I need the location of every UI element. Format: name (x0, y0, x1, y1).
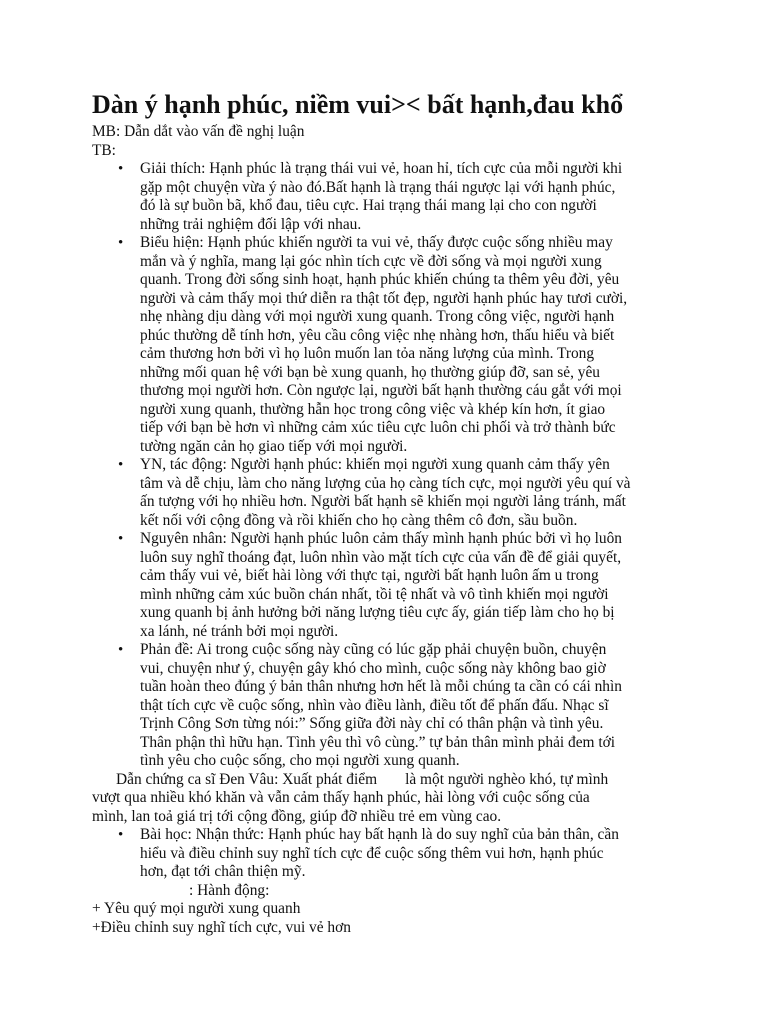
bullet-line: gặp một chuyện vừa ý nào đó.Bất hạnh là trạng thái ngược lại với hạnh phúc, (140, 178, 616, 196)
action-label: : Hành động: (189, 881, 270, 899)
bullet-line: Biểu hiện: Hạnh phúc khiến người ta vui vẻ, thấy được cuộc sống nhiều may (140, 234, 613, 251)
bullet-line: xa lánh, né tránh bởi mọi người. (140, 622, 339, 640)
bullet-line: xung quanh bị ảnh hưởng bởi năng lượng tiêu cực ấy, gián tiếp làm cho họ bị (140, 604, 615, 621)
bullet-line: tâm và dễ chịu, làm cho năng lượng của họ càng tích cực, mọi người yêu quí và (140, 474, 631, 492)
evidence-text: là một người nghèo khó, tự mình (405, 770, 609, 788)
bullet-line: người xung quanh, thường hẫn học trong công việc và khép kín hơn, ít giao (140, 400, 606, 418)
evidence-line: vượt qua nhiều khó khăn và vẫn cảm thấy hạnh phúc, hài lòng với cuộc sống của (92, 789, 590, 806)
bullet-line: mình những cảm xúc buồn chán nhất, tồi tệ nhất và vô tình khiến mọi người (140, 585, 609, 603)
bullet-line: cảm thấy vui vẻ, biết hài lòng với thực tại, người bất hạnh luôn ấm u trong (140, 567, 599, 584)
bullet-line: người và cảm thấy mọi thứ diễn ra thật tốt đẹp, người hạnh phúc hay tươi cười, (140, 289, 628, 307)
bullet-line: thật tích cực về cuộc sống, nhìn vào điều lành, điều tốt để phấn đấu. Nhạc sĩ (140, 696, 609, 714)
bullet-line: nhẹ nhàng dịu dàng với mọi người xung quanh. Trong công việc, người hạnh (140, 308, 615, 325)
main-bullet-list (92, 160, 692, 771)
action-item: +Điều chỉnh suy nghĩ tích cực, vui vẻ hơn (92, 918, 351, 936)
bullet-icon: • (118, 642, 124, 658)
bullet-line: Giải thích: Hạnh phúc là trạng thái vui vẻ, hoan hỉ, tích cực của mỗi người khi (140, 160, 623, 177)
bullet-line: tình yêu cho cuộc sống, cho mọi người xung quanh. (140, 752, 460, 769)
bullet-line: những trải nghiệm đối lập với nhau. (140, 215, 362, 233)
document-body (92, 123, 692, 937)
bullet-icon: • (118, 161, 124, 177)
bullet-icon: • (118, 235, 124, 251)
bullet-line: YN, tác động: Người hạnh phúc: khiến mọi người xung quanh cảm thấy yên (140, 456, 610, 473)
bullet-icon: • (118, 827, 124, 843)
bullet-line: đó là sự buồn bã, khổ đau, tiêu cực. Hai trạng thái mang lại cho con người (140, 197, 597, 214)
bullet-line: tiếp với bạn bè hơn vì những cảm xúc tiêu cực luôn chi phối và trở thành bức (140, 419, 616, 436)
body-label: TB: (92, 141, 116, 159)
bullet-line: phúc thường dễ tính hơn, yêu cầu công việc nhẹ nhàng hơn, thấu hiểu và biết (140, 326, 615, 344)
bullet-line: ấn tượng với họ nhiều hơn. Người bất hạnh sẽ khiến mọi người lảng tránh, mất (140, 493, 626, 510)
bullet-line: tuần hoàn theo đúng ý bản thân nhưng hơn hết là mỗi chúng ta cần có cái nhìn (140, 678, 622, 695)
bullet-line: những mối quan hệ với bạn bè xung quanh, họ thường giúp đỡ, san sẻ, yêu (140, 363, 601, 381)
bullet-explanation (92, 160, 692, 234)
bullet-lesson (92, 826, 692, 882)
bullet-counterargument (92, 641, 692, 771)
bullet-line: Bài học: Nhận thức: Hạnh phúc hay bất hạnh là do suy nghĩ của bản thân, cần (140, 826, 619, 843)
evidence-text: Dẫn chứng ca sĩ Đen Vâu: Xuất phát điểm (116, 770, 378, 788)
bullet-line: Thân phận thì hữu hạn. Tình yêu thì vô cùng.” tự bản thân mình phải đem tới (140, 733, 616, 751)
evidence-line (92, 771, 692, 790)
bullet-manifestation (92, 234, 692, 456)
bullet-line: Phản đề: Ai trong cuộc sống này cũng có lúc gặp phải chuyện buồn, chuyện (140, 641, 607, 658)
bullet-line: luôn suy nghĩ thoáng đạt, luôn nhìn vào mặt tích cực của vấn đề để giải quyết, (140, 548, 622, 566)
bullet-line: mắn và ý nghĩa, mang lại góc nhìn tích cực về đời sống và mọi người xung (140, 252, 602, 270)
intro-line: MB: Dẫn dắt vào vấn đề nghị luận (92, 123, 305, 140)
lesson-bullet-list (92, 826, 692, 882)
bullet-line: tường ngăn cản họ giao tiếp với mọi người. (140, 437, 408, 455)
bullet-line: quanh. Trong đời sống sinh hoạt, hạnh phúc khiến chúng ta thêm yêu đời, yêu (140, 271, 620, 288)
evidence-line: mình, lan toả giá trị tới cộng đồng, giúp đỡ nhiều trẻ em vùng cao. (92, 807, 502, 825)
bullet-icon: • (118, 531, 124, 547)
evidence-paragraph (92, 771, 692, 827)
bullet-line: vui, chuyện như ý, chuyện gây khó cho mình, cuộc sống này không bao giờ (140, 659, 606, 677)
bullet-causes (92, 530, 692, 641)
bullet-significance (92, 456, 692, 530)
action-item: + Yêu quý mọi người xung quanh (92, 900, 301, 917)
document-title: Dàn ý hạnh phúc, niềm vui>< bất hạnh,đau khổ (92, 90, 624, 119)
bullet-line: Nguyên nhân: Người hạnh phúc luôn cảm thấy mình hạnh phúc bởi vì họ luôn (140, 530, 622, 547)
bullet-line: thương mọi người hơn. Còn ngược lại, người bất hạnh thường cáu gắt với mọi (140, 382, 622, 399)
bullet-icon: • (118, 457, 124, 473)
bullet-line: hiểu và điều chỉnh suy nghĩ tích cực để cuộc sống thêm vui hơn, hạnh phúc (140, 844, 604, 862)
bullet-line: kết nối với cộng đồng và rồi khiến cho họ càng thêm cô đơn, sầu buồn. (140, 511, 578, 529)
bullet-line: cảm thương hơn bởi vì họ luôn muốn lan tỏa năng lượng của mình. Trong (140, 345, 595, 362)
bullet-line: hơn, đạt tới chân thiện mỹ. (140, 863, 306, 880)
bullet-line: Trịnh Công Sơn từng nói:” Sống giữa đời này chỉ có thân phận và tình yêu. (140, 715, 604, 732)
